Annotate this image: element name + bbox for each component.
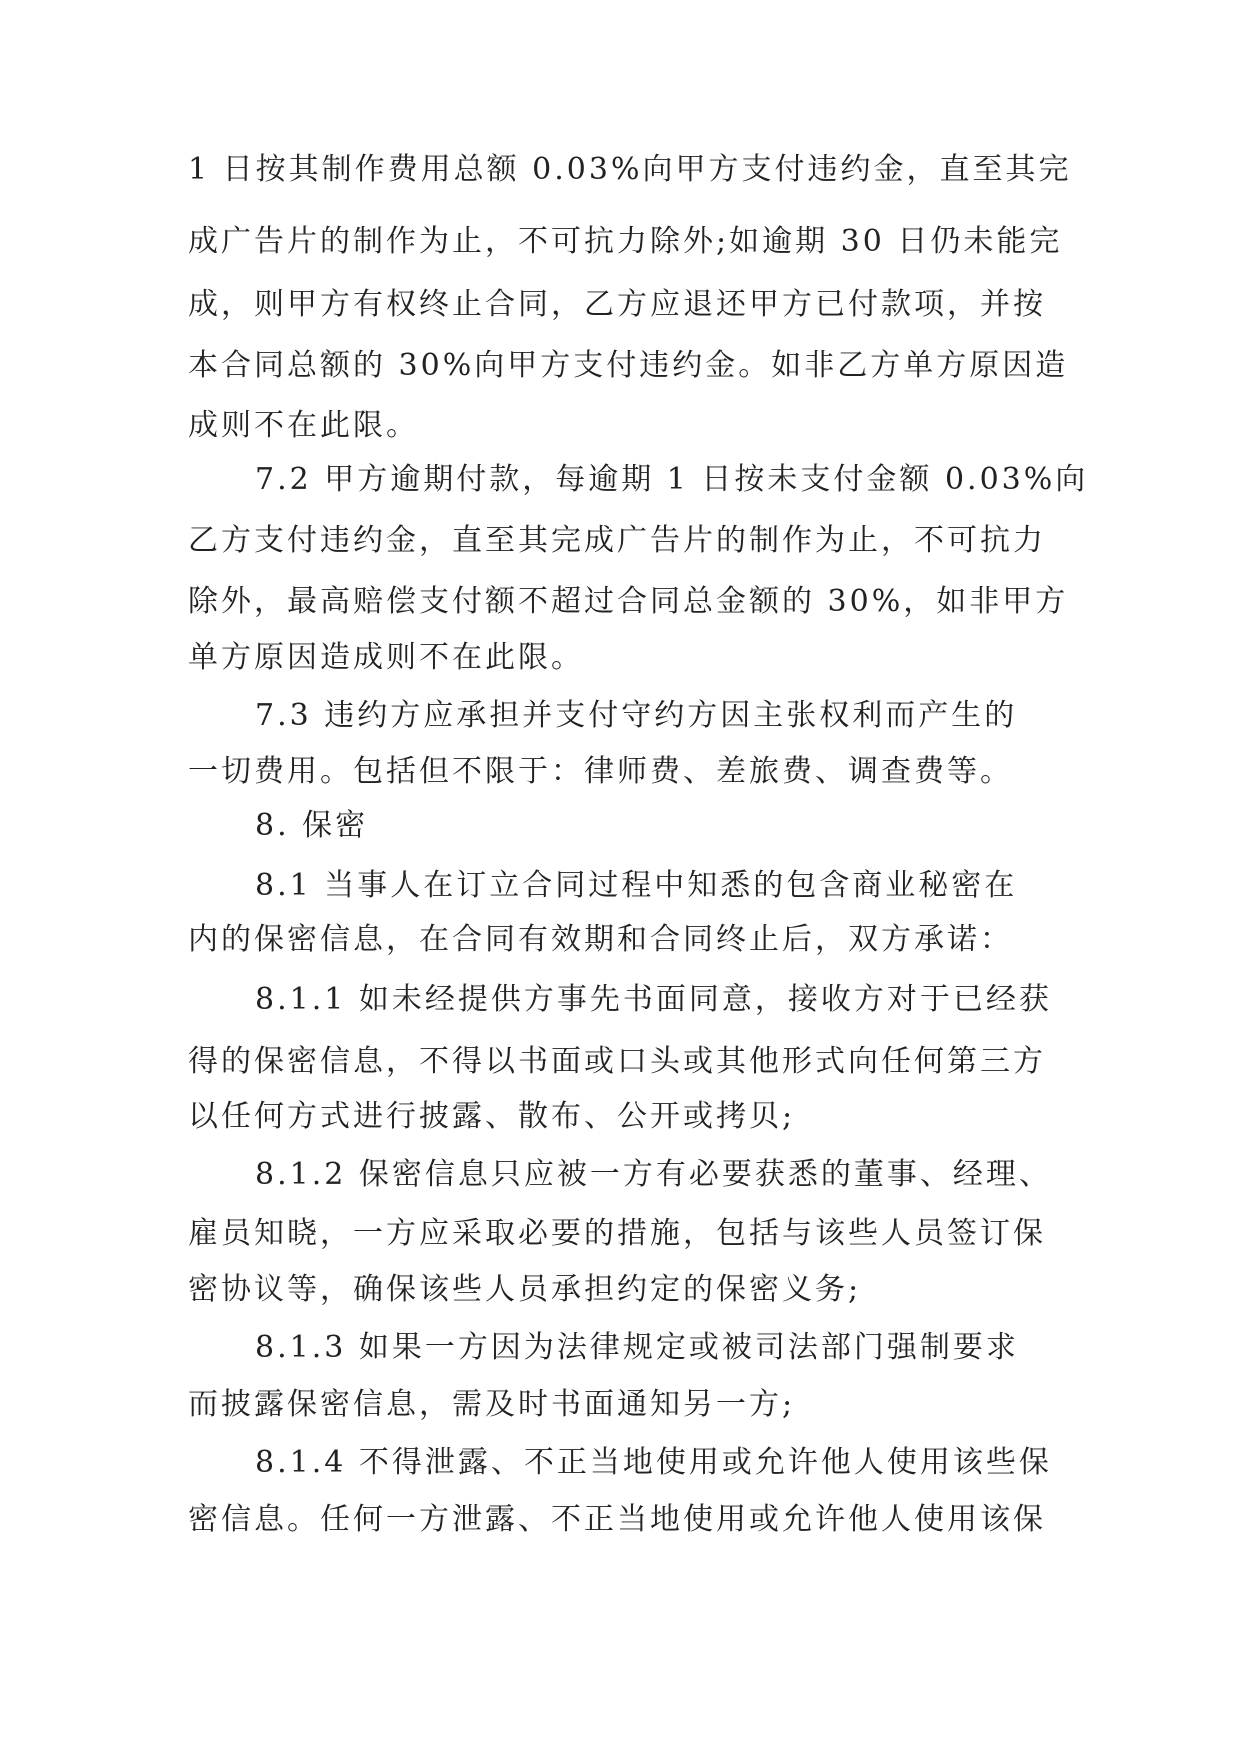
- text-line: 1 日按其制作费用总额 0.03%向甲方支付违约金，直至其完: [188, 152, 1072, 187]
- text-line: 8.1.4 不得泄露、不正当地使用或允许他人使用该些保: [255, 1445, 1052, 1480]
- text-line: 成则不在此限。: [188, 408, 419, 443]
- text-line: 8.1.2 保密信息只应被一方有必要获悉的董事、经理、: [255, 1157, 1052, 1192]
- text-line: 8. 保密: [255, 808, 369, 843]
- text-line: 而披露保密信息，需及时书面通知另一方;: [188, 1387, 796, 1422]
- text-line: 单方原因造成则不在此限。: [188, 640, 584, 675]
- text-line: 内的保密信息，在合同有效期和合同终止后，双方承诺：: [188, 922, 1013, 957]
- text-line: 7.2 甲方逾期付款，每逾期 1 日按未支付金额 0.03%向: [255, 462, 1089, 497]
- text-line: 密信息。任何一方泄露、不正当地使用或允许他人使用该保: [188, 1502, 1046, 1537]
- text-line: 密协议等，确保该些人员承担约定的保密义务;: [188, 1272, 862, 1307]
- text-line: 8.1.3 如果一方因为法律规定或被司法部门强制要求: [255, 1330, 1019, 1365]
- text-line: 7.3 违约方应承担并支付守约方因主张权利而产生的: [255, 698, 1018, 733]
- text-line: 雇员知晓，一方应采取必要的措施，包括与该些人员签订保: [188, 1216, 1046, 1251]
- text-line: 成，则甲方有权终止合同，乙方应退还甲方已付款项，并按: [188, 287, 1046, 322]
- text-line: 成广告片的制作为止，不可抗力除外;如逾期 30 日仍未能完: [188, 224, 1063, 259]
- text-line: 除外，最高赔偿支付额不超过合同总金额的 30%，如非甲方: [188, 584, 1069, 619]
- text-line: 以任何方式进行披露、散布、公开或拷贝;: [188, 1099, 796, 1134]
- text-line: 本合同总额的 30%向甲方支付违约金。如非乙方单方原因造: [188, 348, 1069, 383]
- text-line: 乙方支付违约金，直至其完成广告片的制作为止，不可抗力: [188, 523, 1046, 558]
- text-line: 一切费用。包括但不限于：律师费、差旅费、调查费等。: [188, 754, 1013, 789]
- text-line: 得的保密信息，不得以书面或口头或其他形式向任何第三方: [188, 1044, 1046, 1079]
- text-line: 8.1.1 如未经提供方事先书面同意，接收方对于已经获: [255, 982, 1052, 1017]
- text-line: 8.1 当事人在订立合同过程中知悉的包含商业秘密在: [255, 868, 1018, 903]
